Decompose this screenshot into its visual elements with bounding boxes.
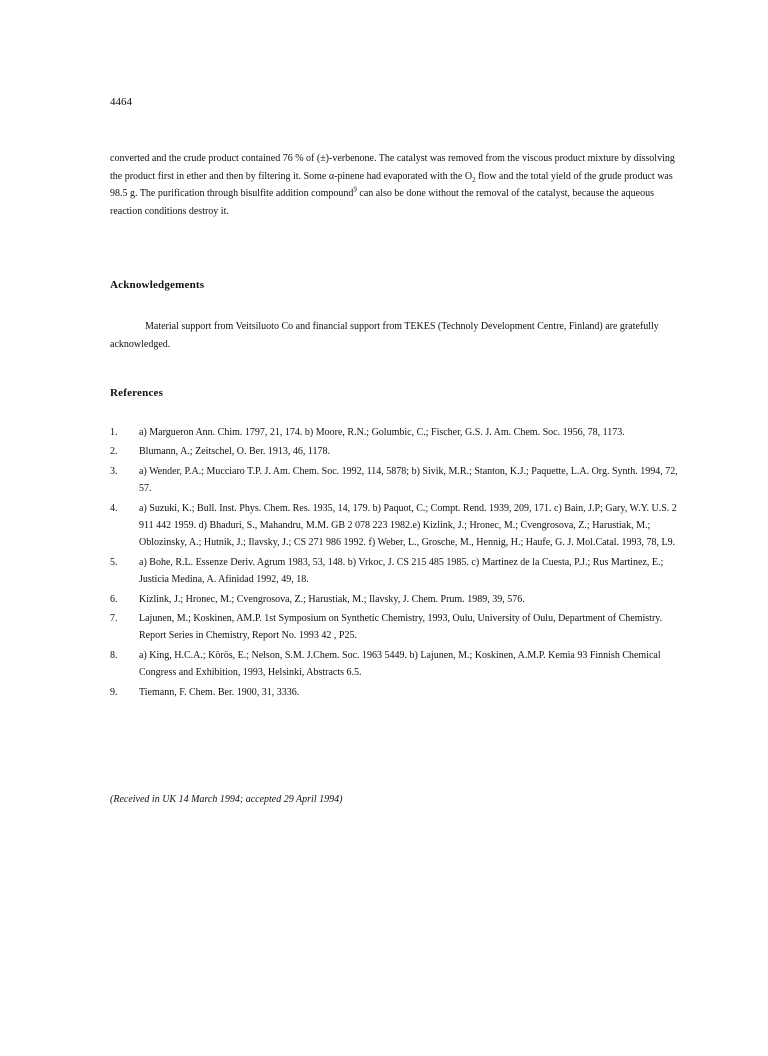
reference-text: a) Wender, P.A.; Mucciaro T.P. J. Am. Chem. Soc. 1992, 114, 5878; b) Sivik, M.R.; Stanton, K.J.; Paquette, L.A. Org. Synth. 1994, 72, 57. — [139, 465, 678, 495]
reference-item — [110, 684, 680, 701]
reference-item — [110, 610, 680, 645]
reference-number: 9. — [110, 686, 118, 698]
reference-number: 6. — [110, 593, 118, 605]
reference-item — [110, 500, 680, 552]
references-list — [110, 424, 680, 703]
o2-subscript: 2 — [472, 175, 476, 184]
reference-item — [110, 443, 680, 460]
body-paragraph — [110, 150, 678, 220]
reference-superscript: 9 — [353, 185, 357, 194]
body-text-3: can also be done without the removal of the catalyst, because the aqueous reaction conditions destroy it. — [110, 188, 655, 217]
reference-text: a) Suzuki, K.; Bull. Inst. Phys. Chem. Res. 1935, 14, 179. b) Paquot, C.; Compt. Rend. 1939, 209, 171. c) Bain, J.P; Gary, W.Y. U.S. 2 911 442 1959. d) Bhaduri, S., Mahandru, M.M. GB 2 078 223 1982.e) Kizlink, J.; Hronec, M.; Cvengrosova, Z.; Harustiak, M.; Oblozinsky, A.; Hutnik, J.; Ilavsky, J.; CS 271 986 1992. f) Weber, L., Grosche, M., Hennig, H.; Haufe, G. J. Mol.Catal. 1993, 78, L9. — [139, 502, 677, 549]
reference-number: 5. — [110, 556, 118, 568]
reference-number: 1. — [110, 427, 118, 438]
reference-text: Tiemann, F. Chem. Ber. 1900, 31, 3336. — [139, 686, 300, 698]
page-number: 4464 — [110, 96, 132, 108]
reference-number: 2. — [110, 446, 118, 458]
body-text-2: flow and the total yield of the grude product was 98.5 g. The purification through bisulfite addition compound — [110, 170, 673, 199]
reference-item — [110, 424, 680, 441]
body-text-1: converted and the crude product contained 76 % of (±)-verbenone. The catalyst was removed from the viscous product mixture by dissolving the product first in ether and then by filtering it. Some α-pinene had evaporated with the O — [110, 153, 675, 182]
received-dates: (Received in UK 14 March 1994; accepted 29 April 1994) — [110, 794, 343, 805]
reference-text: Kizlink, J.; Hronec, M.; Cvengrosova, Z.; Harustiak, M.; Ilavsky, J. Chem. Prum. 1989, 39, 576. — [139, 593, 525, 605]
acknowledgements-heading: Acknowledgements — [110, 279, 205, 291]
reference-item — [110, 591, 680, 608]
reference-item — [110, 647, 680, 682]
reference-number: 4. — [110, 502, 118, 514]
reference-text: Blumann, A.; Zeitschel, O. Ber. 1913, 46, 1178. — [139, 446, 331, 458]
references-heading: References — [110, 387, 164, 399]
reference-text: a) Margueron Ann. Chim. 1797, 21, 174. b) Moore, R.N.; Golumbic, C.; Fischer, G.S. J. Am. Chem. Soc. 1956, 78, 1173. — [139, 427, 625, 438]
reference-item — [110, 463, 680, 498]
reference-item — [110, 554, 680, 589]
reference-text: a) Bohe, R.L. Essenze Deriv. Agrum 1983, 53, 148. b) Vrkoc, J. CS 215 485 1985. c) Martinez de la Cuesta, P.J.; Rus Martinez, E.; Justicia Medina, A. Afinidad 1992, 49, 18. — [139, 556, 664, 586]
reference-number: 7. — [110, 613, 118, 625]
acknowledgements-text: Material support from Veitsiluoto Co and financial support from TEKES (Technoly Development Centre, Finland) are gratefully acknowledged. — [110, 321, 659, 350]
reference-number: 3. — [110, 465, 118, 477]
reference-number: 8. — [110, 649, 118, 661]
reference-text: a) King, H.C.A.; Körös, E.; Nelson, S.M. J.Chem. Soc. 1963 5449. b) Lajunen, M.; Koskinen, A.M.P. Kemia 93 Finnish Chemical Congress and Exhibition, 1993, Helsinki, Abstracts 6.5. — [139, 649, 661, 679]
reference-text: Lajunen, M.; Koskinen, AM.P. 1st Symposium on Synthetic Chemistry, 1993, Oulu, University of Oulu, Department of Chemistry. Report Series in Chemistry, Report No. 1993 42 , P25. — [139, 613, 663, 642]
